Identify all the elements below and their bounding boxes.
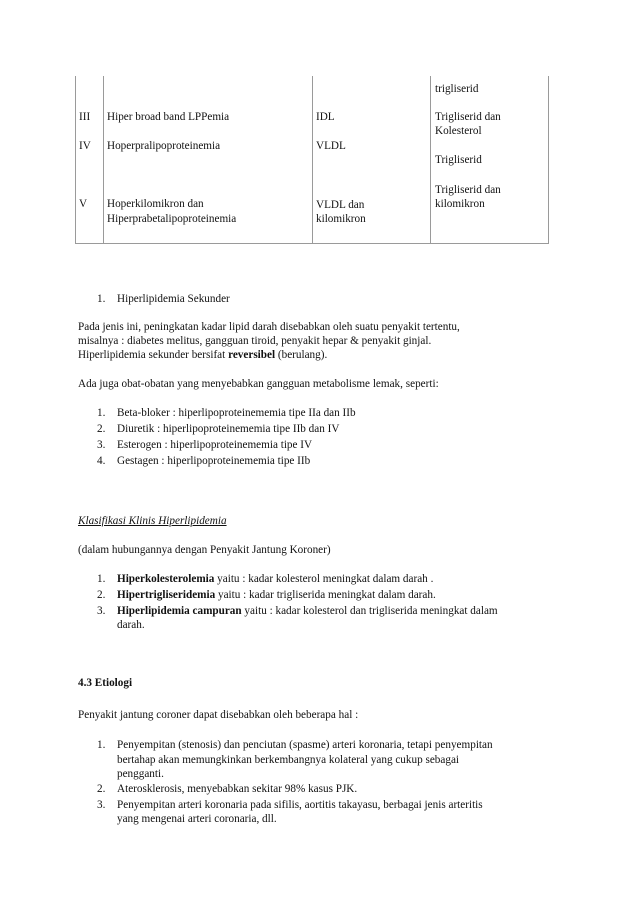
paragraph-line: Ada juga obat-obatan yang menyebabkan gangguan metabolisme lemak, seperti: bbox=[78, 378, 439, 390]
table-cell: Hoperpralipoproteinemia bbox=[107, 140, 221, 152]
table-cell: IV bbox=[79, 140, 91, 152]
section-heading-etiology: 4.3 Etiologi bbox=[78, 677, 133, 689]
bold-term: reversibel bbox=[228, 349, 276, 361]
paragraph-line: misalnya : diabetes melitus, gangguan tiroid, penyakit hepar & penyakit ginjal. bbox=[78, 335, 432, 347]
table-column-divider bbox=[430, 76, 431, 243]
table-cell: Kolesterol bbox=[435, 125, 482, 137]
section-title-clinical: Klasifikasi Klinis Hiperlipidemia bbox=[78, 515, 227, 527]
table-cell: III bbox=[79, 111, 91, 123]
bold-term: Hiperkolesterolemia bbox=[117, 573, 215, 585]
table-cell: VLDL bbox=[316, 140, 346, 152]
table-column-divider bbox=[103, 76, 104, 243]
table-cell: VLDL dan bbox=[316, 199, 365, 211]
table-cell: V bbox=[79, 198, 88, 210]
paragraph-line: Hiperlipidemia sekunder bersifat reversibel (berulang). bbox=[78, 349, 328, 361]
section-subtitle: (dalam hubungannya dengan Penyakit Jantung Koroner) bbox=[78, 544, 331, 556]
table-cell: Hoperkilomikron dan bbox=[107, 198, 204, 210]
bold-term: Hipertrigliseridemia bbox=[117, 589, 216, 601]
table-cell: kilomikron bbox=[435, 198, 485, 210]
table-cell: Hiper broad band LPPemia bbox=[107, 111, 230, 123]
bold-term: Hiperlipidemia campuran bbox=[117, 605, 242, 617]
paragraph-line: Pada jenis ini, peningkatan kadar lipid darah disebabkan oleh suatu penyakit tertentu, bbox=[78, 321, 460, 333]
lipid-type-table bbox=[75, 76, 549, 244]
table-cell: kilomikron bbox=[316, 213, 366, 225]
table-cell: IDL bbox=[316, 111, 335, 123]
table-cell: Trigliserid bbox=[435, 154, 482, 166]
table-cell: Trigliserid dan bbox=[435, 184, 501, 196]
table-cell: trigliserid bbox=[435, 83, 479, 95]
paragraph-line: Penyakit jantung coroner dapat disebabkan oleh beberapa hal : bbox=[78, 709, 359, 721]
table-cell: Trigliserid dan bbox=[435, 111, 501, 123]
table-column-divider bbox=[312, 76, 313, 243]
table-cell: Hiperprabetalipoproteinemia bbox=[107, 213, 237, 225]
